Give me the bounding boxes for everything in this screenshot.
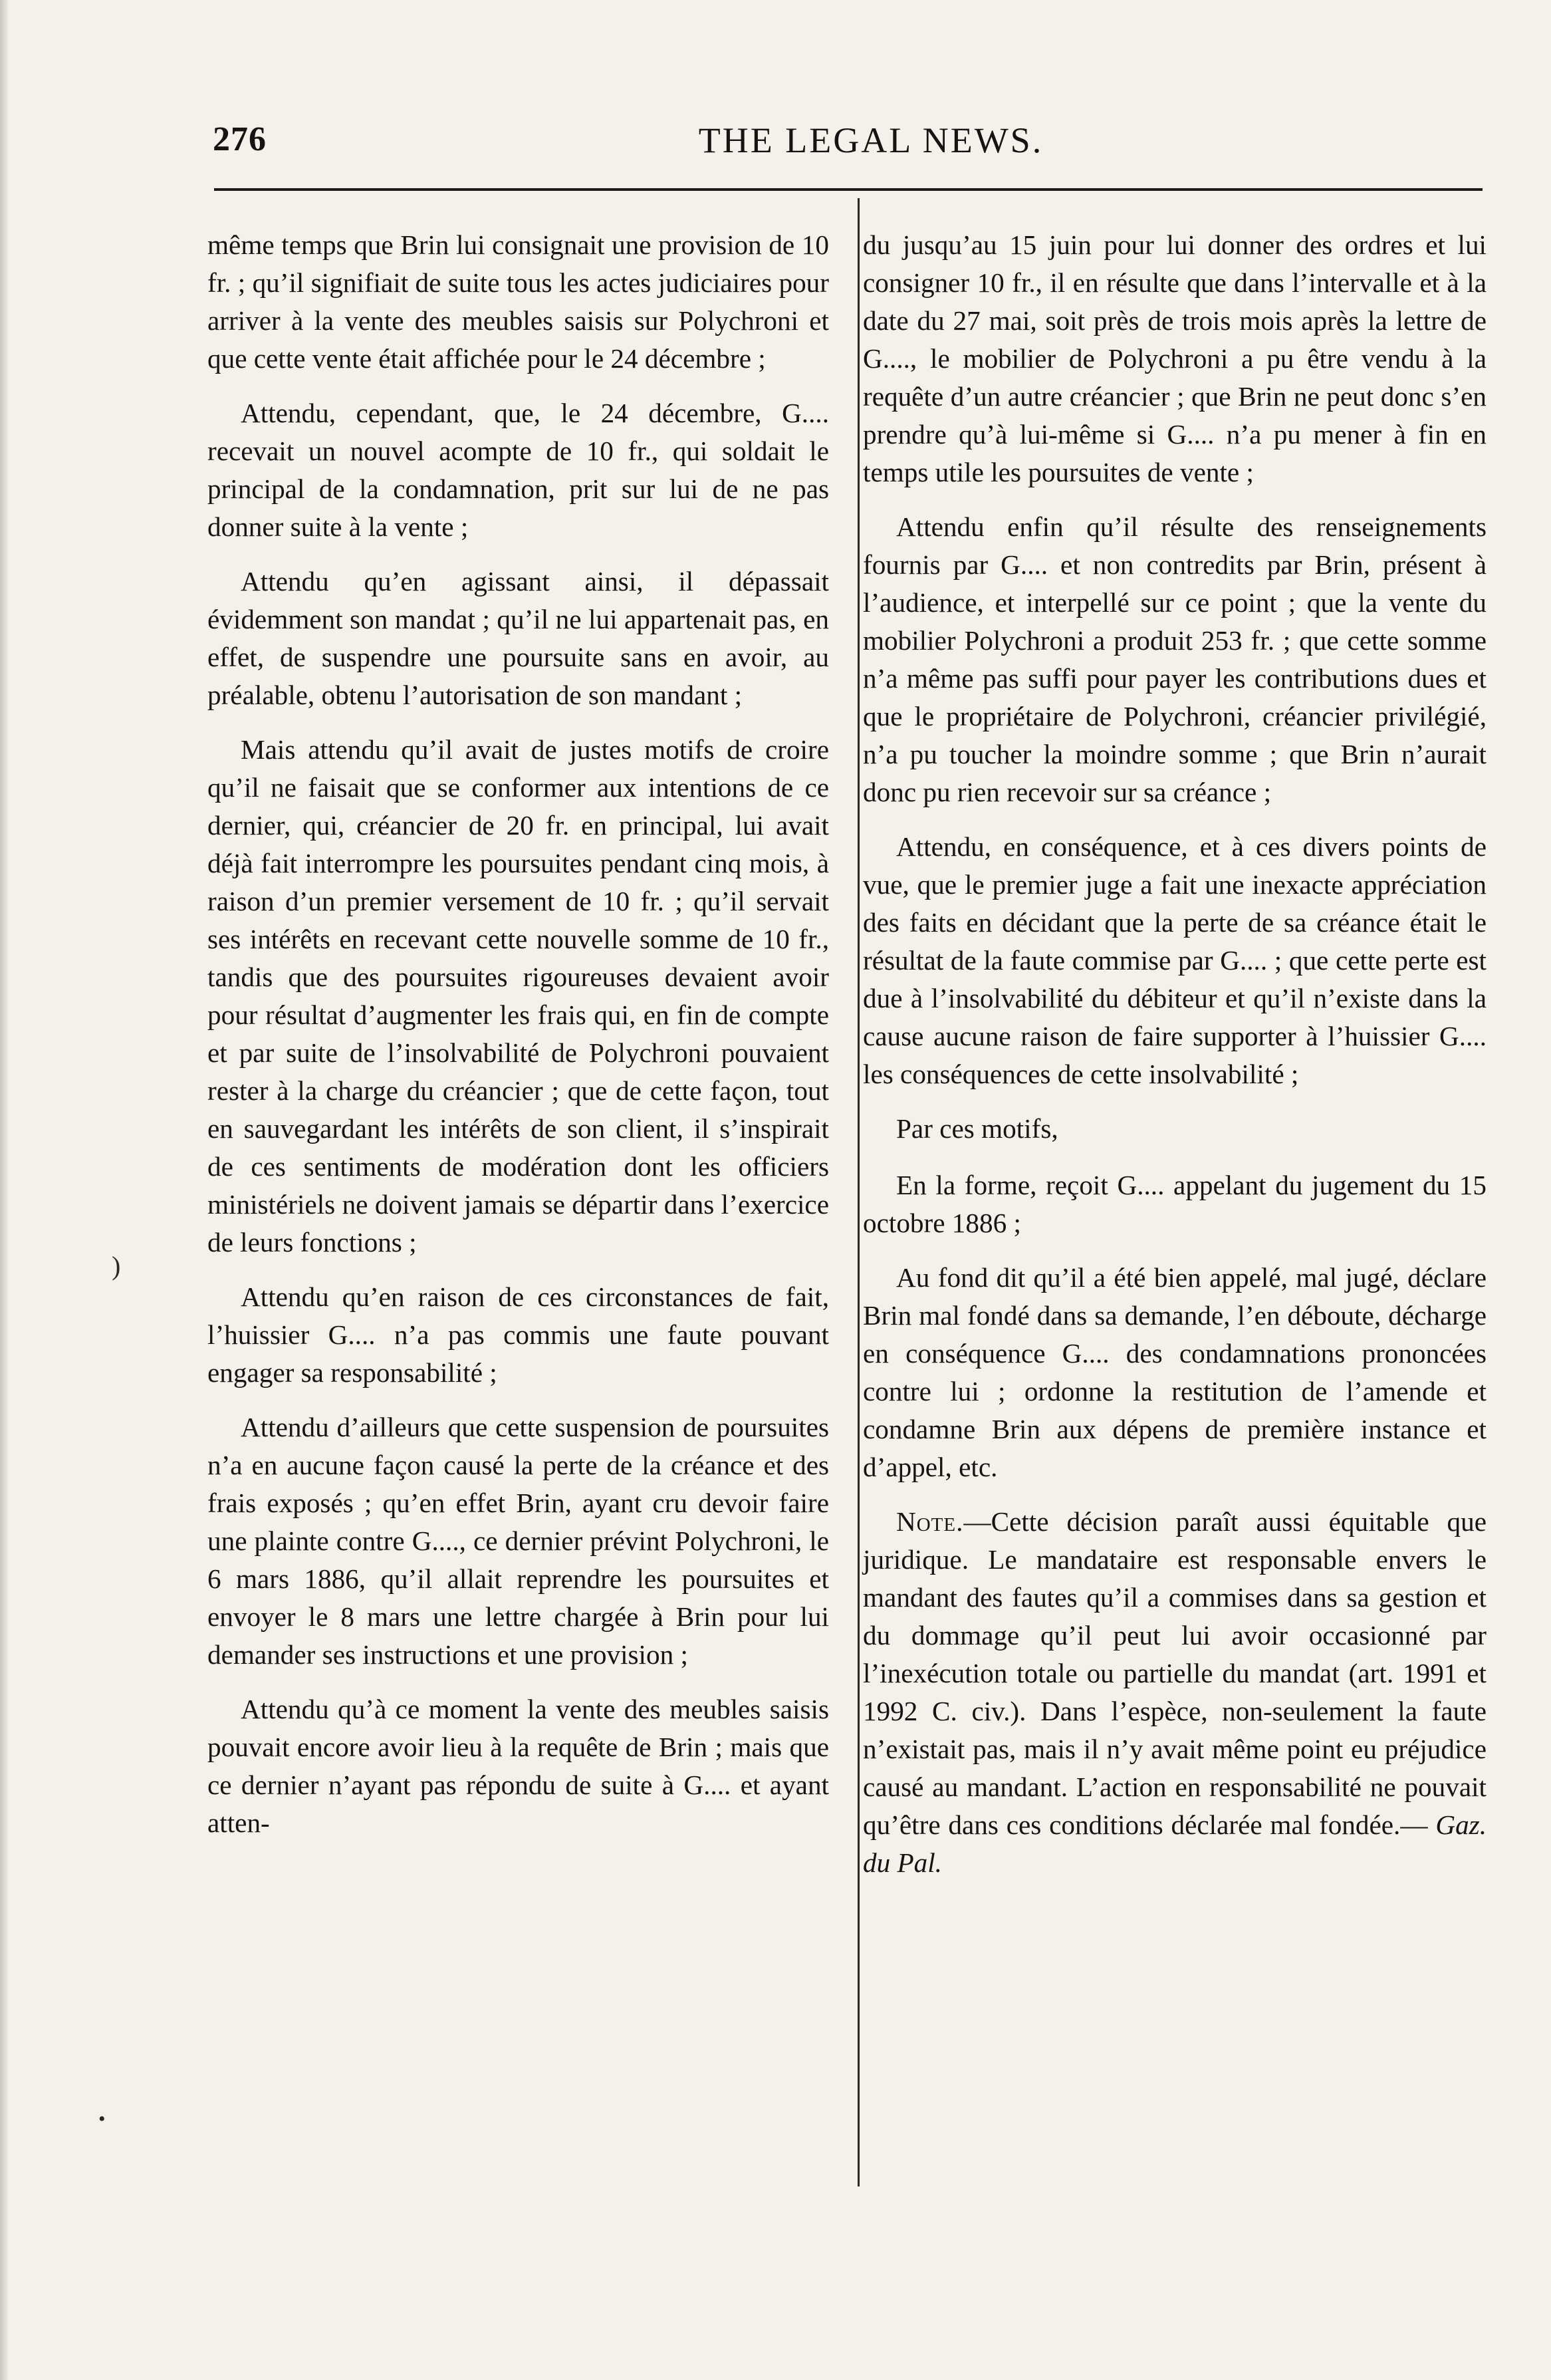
paragraph: du jusqu’au 15 juin pour lui donner des ordres et lui consigner 10 fr., il en résulte que dans l’intervalle et à la date du 27 mai, soit près de trois mois après la lettre de G...., le mobilier de Polychroni a pu être vendu à la requête d’un autre créancier ; que Brin ne peut donc s’en prendre qu’à lui-même si G.... n’a pu mener à fin en temps utile les poursuites de vente ; (863, 229, 1487, 487)
margin-mark: ) (112, 1251, 121, 1281)
paragraph: Attendu d’ailleurs que cette suspension de poursuites n’a en aucune façon causé la perte de la créance et des frais exposés ; qu’en effet Brin, ayant cru devoir faire une plainte contre G...., ce dernier prévint Polychroni, le 6 mars 1886, qu’il allait reprendre les poursuites et envoyer le 8 mars une lettre chargée à Brin pour lui demander ses instructions et une provision ; (207, 1412, 829, 1670)
right-column (863, 226, 1487, 1899)
running-title: THE LEGAL NEWS. (698, 120, 1044, 160)
paragraph: même temps que Brin lui consignait une provision de 10 fr. ; qu’il signifiait de suite tous les actes judiciaires pour arriver à la vente des meubles saisis sur Polychroni et que cette vente était affichée pour le 24 décembre ; (207, 229, 829, 374)
page-header (213, 120, 1489, 173)
note-label: Note. (896, 1506, 964, 1537)
paragraph: En la forme, reçoit G.... appelant du jugement du 15 octobre 1886 ; (863, 1170, 1487, 1238)
margin-mark: • (98, 2108, 106, 2130)
paragraph: Attendu, cependant, que, le 24 décembre, G.... recevait un nouvel acompte de 10 fr., qui soldait le principal de la condamnation, prit sur lui de ne pas donner suite à la vente ; (207, 398, 829, 542)
page-number: 276 (213, 120, 267, 158)
note-text: —Cette décision paraît aussi équitable que juridique. Le mandataire est responsable envers le mandant des fautes qu’il a commises dans sa gestion et du dommage qu’il peut lui avoir occasionné par l’inexécution totale ou partielle du mandat (art. 1991 et 1992 C. civ.). Dans l’espèce, non-seulement la faute n’existait pas, mais il n’y avait même point eu préjudice causé au mandant. L’action en responsabilité ne pouvait qu’être dans ces conditions déclarée mal fondée.— (863, 1506, 1487, 1840)
paragraph: Attendu qu’à ce moment la vente des meubles saisis pouvait encore avoir lieu à la requête de Brin ; mais que ce dernier n’ayant pas répondu de suite à G.... et ayant atten- (207, 1694, 829, 1838)
paragraph: Mais attendu qu’il avait de justes motifs de croire qu’il ne faisait que se conformer aux intentions de ce dernier, qui, créancier de 20 fr. en principal, lui avait déjà fait interrompre les poursuites pendant cinq mois, à raison d’un premier versement de 10 fr. ; qu’il servait ses intérêts en recevant cette nouvelle somme de 10 fr., tandis que des poursuites rigoureuses devaient avoir pour résultat d’augmenter les frais qui, en fin de compte et par suite de l’insolvabilité de Polychroni pouvaient rester à la charge du créancier ; que de cette façon, tout en sauvegardant les intérêts de son client, il s’inspirait de ces sentiments de modération dont les officiers ministériels ne doivent jamais se départir dans l’exercice de leurs fonctions ; (207, 734, 829, 1257)
header-rule (214, 188, 1483, 191)
paragraph: Au fond dit qu’il a été bien appelé, mal jugé, déclare Brin mal fondé dans sa demande, l’en déboute, décharge en conséquence G.... des condamnations prononcées contre lui ; ordonne la restitution de l’amende et condamne Brin aux dépens de première instance et d’appel, etc. (863, 1262, 1487, 1482)
scan-edge-shadow (0, 0, 9, 2380)
paragraph: Attendu enfin qu’il résulte des renseignements fournis par G.... et non contredits par Brin, présent à l’audience, et interpellé sur ce point ; que la vente du mobilier Polychroni a produit 253 fr. ; que cette somme n’a même pas suffi pour payer les contributions dues et que le propriétaire de Polychroni, créancier privilégié, n’a pu toucher la moindre somme ; que Brin n’aurait donc pu rien recevoir sur sa créance ; (863, 511, 1487, 807)
paragraph: Attendu qu’en raison de ces circonstances de fait, l’huissier G.... n’a pas commis une faute pouvant engager sa responsabilité ; (207, 1281, 829, 1388)
paragraph: Attendu qu’en agissant ainsi, il dépassait évidemment son mandat ; qu’il ne lui appartenait pas, en effet, de suspendre une poursuite sans en avoir, au préalable, obtenu l’autorisation de son mandant ; (207, 566, 829, 710)
editor-note (863, 1503, 1487, 1882)
column-divider (858, 198, 860, 2186)
paragraph: Attendu, en conséquence, et à ces divers points de vue, que le premier juge a fait une inexacte appréciation des faits en décidant que la perte de sa créance était le résultat de la faute commise par G.... ; que cette perte est due à l’insolvabilité du débiteur et qu’il n’existe dans la cause aucune raison de faire supporter à l’huissier G.... les conséquences de cette insolvabilité ; (863, 831, 1487, 1089)
left-column (207, 226, 829, 1859)
note-source: Gaz. du Pal. (863, 1809, 1487, 1878)
paragraph: Par ces motifs, (896, 1113, 1058, 1144)
